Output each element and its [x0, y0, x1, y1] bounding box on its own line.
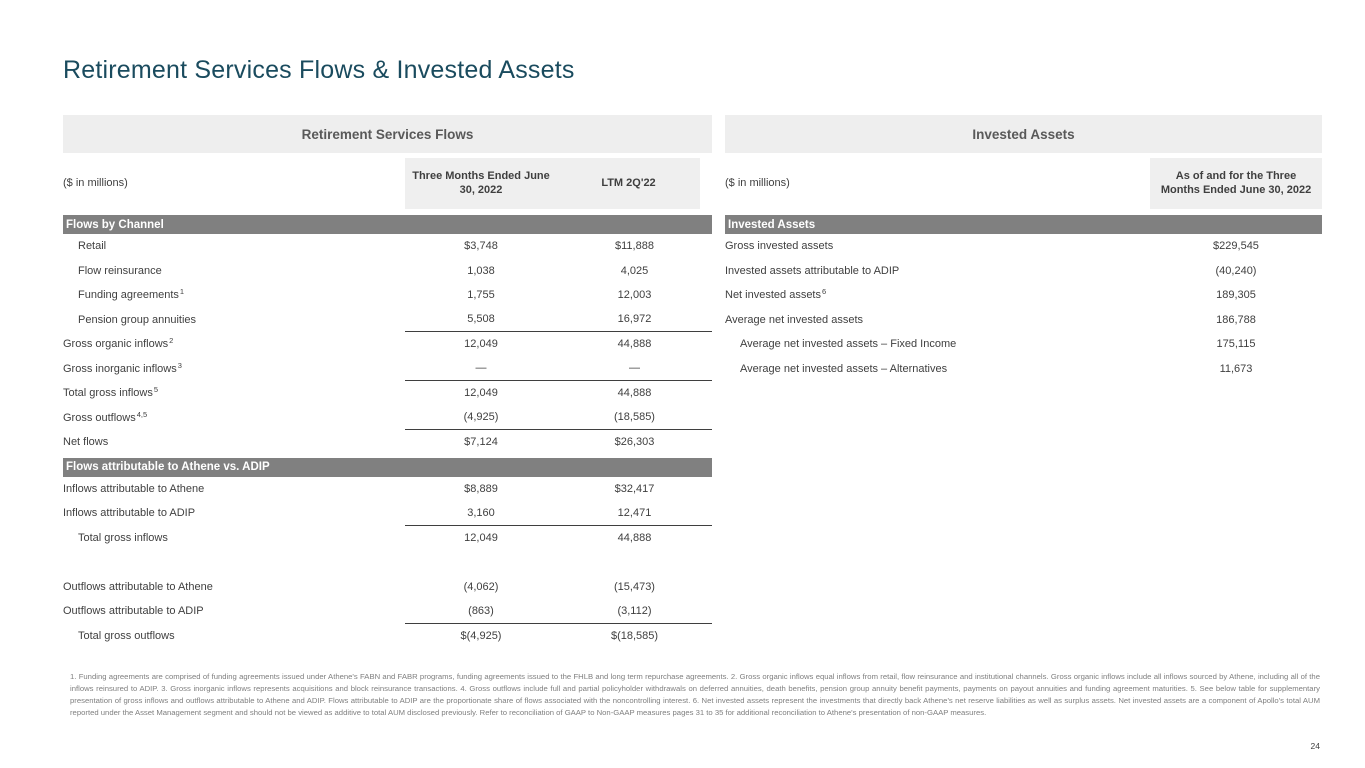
row-label: Total gross inflows $^5$ — [63, 385, 159, 400]
row-label: Net flows — [63, 436, 109, 449]
table-row — [63, 332, 712, 357]
invested-panel-header: Invested Assets — [725, 115, 1322, 153]
row-label: Pension group annuities — [78, 313, 197, 326]
row-value: 175,115 — [1216, 338, 1256, 351]
row-label: Outflows attributable to Athene — [63, 580, 213, 593]
invested-table-body — [725, 215, 1322, 381]
row-value: — — [475, 362, 487, 375]
row-label: Gross invested assets — [725, 240, 834, 253]
row-label: Average net invested assets – Alternatives — [740, 362, 948, 375]
flows-table-body — [63, 215, 712, 648]
row-values — [405, 501, 712, 526]
row-values — [405, 234, 712, 259]
section-header-bar: Flows attributable to Athene vs. ADIP — [63, 458, 712, 477]
section-header-bar: Invested Assets — [725, 215, 1322, 234]
table-row — [725, 283, 1322, 308]
row-label: Gross outflows $^{4,5}$ — [63, 409, 148, 424]
row-value: 12,471 — [617, 506, 652, 519]
row-value: 11,673 — [1219, 362, 1253, 375]
flows-panel — [63, 115, 712, 648]
row-label: Gross organic inflows $^2$ — [63, 336, 174, 351]
row-values — [1150, 259, 1322, 284]
table-row — [725, 332, 1322, 357]
row-values — [1150, 357, 1322, 382]
row-label: Invested assets attributable to ADIP — [725, 264, 900, 277]
invested-panel — [725, 115, 1322, 381]
row-value: $(18,585) — [610, 629, 659, 642]
invested-column-header-row — [725, 153, 1322, 212]
row-values — [405, 430, 712, 455]
row-label: Inflows attributable to Athene — [63, 482, 205, 495]
flows-column-header-ltm: LTM 2Q'22 — [601, 176, 656, 189]
flows-units-label: ($ in millions) — [63, 176, 128, 189]
row-value: 189,305 — [1216, 289, 1256, 302]
row-value: (4,925) — [463, 411, 499, 424]
row-label: Average net invested assets — [725, 313, 863, 326]
row-values — [1150, 308, 1322, 333]
row-value: (40,240) — [1215, 264, 1257, 277]
table-row — [63, 477, 712, 502]
row-values — [405, 381, 712, 406]
page-title: Retirement Services Flows & Invested Assets — [63, 56, 575, 84]
row-values — [405, 624, 712, 649]
row-value: (3,112) — [617, 604, 652, 617]
table-row — [63, 406, 712, 431]
table-row — [63, 624, 712, 649]
row-value: 12,049 — [464, 531, 498, 544]
row-value: 4,025 — [620, 264, 649, 277]
row-values — [405, 332, 712, 357]
row-values — [405, 357, 712, 382]
row-value: 186,788 — [1216, 313, 1256, 326]
table-row — [63, 430, 712, 455]
flows-column-header-row — [63, 153, 712, 212]
table-row — [63, 575, 712, 600]
row-value: $11,888 — [615, 240, 654, 253]
row-value: $32,417 — [614, 482, 655, 495]
table-row — [63, 357, 712, 382]
row-value: 44,888 — [617, 531, 652, 544]
table-row — [725, 234, 1322, 259]
table-row — [63, 501, 712, 526]
row-values — [405, 477, 712, 502]
row-value: — — [629, 362, 640, 375]
row-value: $26,303 — [614, 436, 655, 449]
row-value: $8,889 — [464, 482, 498, 495]
row-label: Funding agreements $^1$ — [78, 287, 185, 302]
spacer-row — [63, 550, 712, 575]
row-values — [1150, 332, 1322, 357]
row-label: Total gross inflows — [78, 531, 168, 544]
table-row — [63, 381, 712, 406]
table-row — [63, 259, 712, 284]
row-values — [405, 308, 712, 333]
row-value: 1,755 — [467, 289, 495, 302]
row-value: 3,160 — [467, 506, 495, 519]
row-value: 1,038 — [467, 264, 495, 277]
table-row — [63, 599, 712, 624]
row-values — [405, 575, 712, 600]
table-row — [63, 308, 712, 333]
row-values — [1150, 234, 1322, 259]
row-label: Inflows attributable to ADIP — [63, 507, 196, 520]
row-value: 12,003 — [617, 289, 652, 302]
row-value: $7,124 — [464, 436, 498, 449]
section-header-bar: Flows by Channel — [63, 215, 712, 234]
table-row — [63, 526, 712, 551]
page-number: 24 — [1310, 741, 1320, 751]
row-values — [405, 283, 712, 308]
row-label: Net invested assets $^6$ — [725, 287, 827, 302]
flows-column-header-period: Three Months Ended June 30, 2022 — [412, 170, 550, 196]
table-row — [63, 234, 712, 259]
row-values — [405, 599, 712, 624]
table-row — [63, 283, 712, 308]
row-label: Total gross outflows — [78, 629, 175, 642]
invested-units-label: ($ in millions) — [725, 176, 790, 189]
row-label: Retail — [78, 240, 107, 253]
row-value: 12,049 — [464, 387, 498, 400]
row-value: (4,062) — [463, 580, 499, 593]
row-values — [405, 259, 712, 284]
row-value: 44,888 — [617, 338, 652, 351]
table-row — [725, 357, 1322, 382]
row-value: 12,049 — [464, 338, 498, 351]
row-label: Average net invested assets – Fixed Income — [740, 338, 957, 351]
flows-header-shade — [405, 158, 700, 209]
row-value: $(4,925) — [460, 629, 502, 642]
invested-column-header-period: As of and for the Three Months Ended June 30, 2022 — [1160, 170, 1312, 196]
table-row — [725, 259, 1322, 284]
row-label: Flow reinsurance — [78, 264, 162, 277]
row-values — [1150, 283, 1322, 308]
row-value: $3,748 — [464, 240, 498, 253]
row-value: 5,508 — [467, 313, 495, 326]
row-values — [405, 406, 712, 431]
row-value: 16,972 — [617, 313, 652, 326]
row-value: (18,585) — [614, 411, 655, 424]
row-value: (863) — [468, 604, 494, 617]
table-row — [725, 308, 1322, 333]
footnotes: 1. Funding agreements are comprised of funding agreements issued under Athene's FABN and FABR programs, funding agreements issued to the FHLB and long term repurchase agreements. 2. Gross organic inflows equal inflows from retail, flow reinsurance and institutional channels. Gross organic inflows include all inflows sourced by Athene, including all of the inflows reinsured to ADIP. 3. Gross inorganic inflows represents acquisitions and block reinsurance transactions. 4. Gross outflows include full and partial policyholder withdrawals on deferred annuities, death benefits, pension group annuity benefit payments, payments on payout annuities and funding agreement maturities. 5. See below table for supplementary presentation of gross inflows and outflows attributable to Athene and ADIP. Flows attributable to ADIP are the proportionate share of flows associated with the noncontrolling interest. 6. Net invested assets represent the investments that directly back Athene's net reserve liabilities as well as surplus assets. Net invested assets are a component of Apollo's total AUM reported under the Asset Management segment and should not be viewed as additive to total AUM disclosed previously. Refer to reconciliation of GAAP to Non-GAAP measures pages 31 to 35 for additional reconciliation to Athene's presentation of non-GAAP measures. — [70, 672, 1320, 718]
row-value: $229,545 — [1213, 240, 1259, 253]
row-values — [405, 526, 712, 551]
row-label: Gross inorganic inflows $^3$ — [63, 360, 182, 375]
row-value: (15,473) — [614, 580, 655, 593]
row-label: Outflows attributable to ADIP — [63, 605, 204, 618]
row-value: 44,888 — [617, 387, 652, 400]
invested-header-shade — [1150, 158, 1322, 209]
flows-panel-header: Retirement Services Flows — [63, 115, 712, 153]
